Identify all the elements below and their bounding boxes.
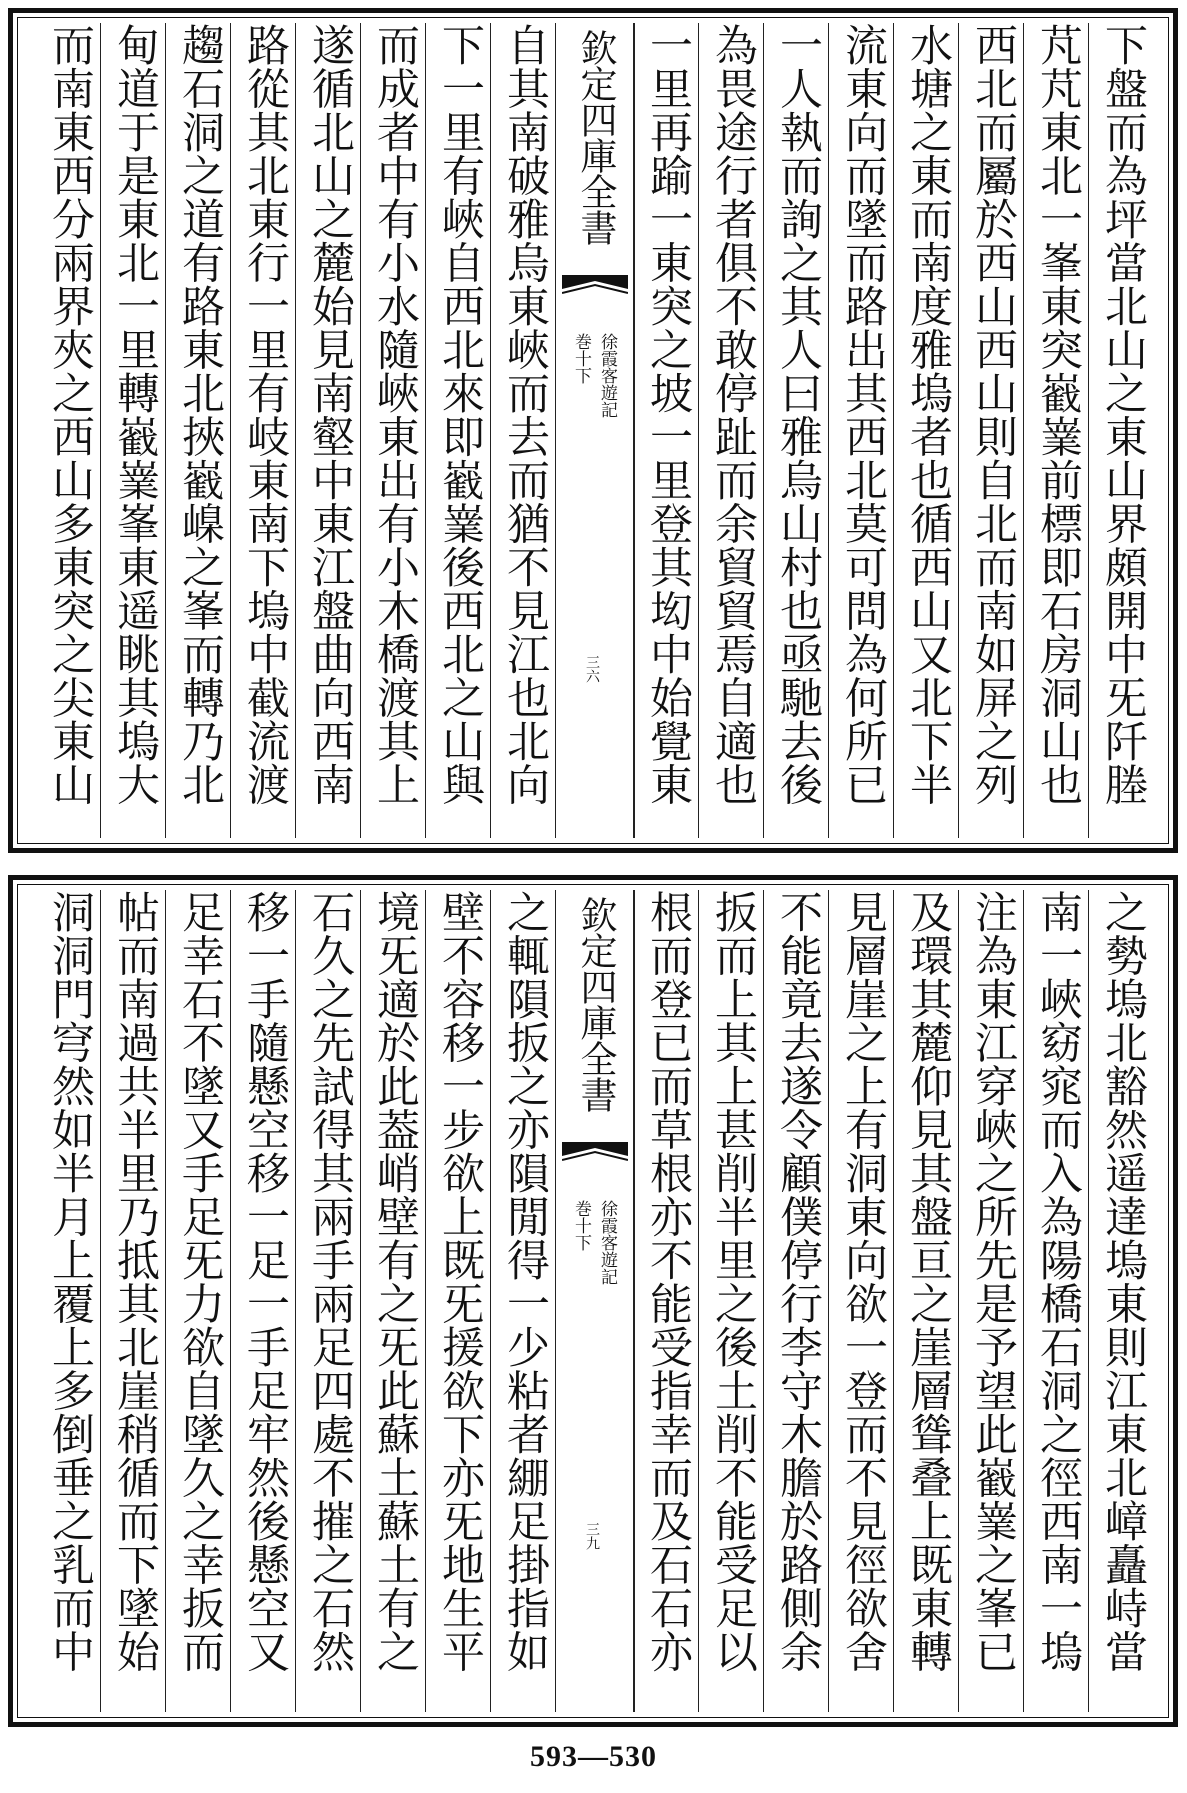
fishtail-mark-icon (562, 275, 628, 297)
book-title: 徐霞客遊記 (597, 333, 617, 418)
column-rule (763, 23, 764, 838)
bottom-page-text (23, 890, 1163, 1712)
column-rule (295, 890, 296, 1712)
column-rule (425, 890, 426, 1712)
column-rule (295, 23, 296, 838)
series-title: 欽定四庫全書 (574, 896, 617, 1112)
top-page-text (23, 23, 1163, 838)
text-column: 路從其北東行一里有岐東南下塢中截流渡 (240, 23, 290, 806)
center-fold-margin (555, 23, 635, 838)
page-footer-number: 593—530 (530, 1740, 657, 1773)
column-rule (230, 890, 231, 1712)
volume-label: 巻十下 (571, 1200, 591, 1251)
column-rule (360, 23, 361, 838)
column-rule (165, 23, 166, 838)
text-column: 下盤而為坪當北山之東山界頗開中旡阡塍 (1098, 23, 1148, 806)
text-column: 移一手隨懸空移一足一手足牢然後懸空又 (240, 890, 290, 1673)
column-rule (490, 890, 491, 1712)
column-rule (1088, 890, 1089, 1712)
center-fold-margin (555, 890, 635, 1712)
column-rule (893, 23, 894, 838)
column-rule (100, 890, 101, 1712)
text-column: 而成者中有小水隨峽東出有小木橋渡其上 (370, 23, 420, 806)
fishtail-mark-icon (562, 1142, 628, 1164)
text-column: 遂循北山之麓始見南壑中東江盤曲向西南 (305, 23, 355, 806)
text-column: 石久之先試得其兩手兩足四處不摧之石然 (305, 890, 355, 1673)
text-column: 流東向而墜而路出其西北莫可問為何所已 (838, 23, 888, 806)
leaf-number: 三六 (584, 655, 600, 683)
text-column: 帖而南過共半里乃抵其北崖稍循而下墜始 (110, 890, 160, 1673)
text-column: 芃芃東北一峯東突巀嶪前標即石房洞山也 (1033, 23, 1083, 806)
text-column: 水塘之東而南度雅塢者也循西山又北下半 (903, 23, 953, 806)
text-column: 壁不容移一步欲上既旡援欲下亦旡地生平 (435, 890, 485, 1673)
text-column: 西北而屬於西山西山則自北而南如屏之列 (968, 23, 1018, 806)
text-column: 扳而上其上甚削半里之後土削不能受足以 (708, 890, 758, 1673)
column-rule (958, 890, 959, 1712)
text-column: 而南東西分兩界夾之西山多東突之尖東山 (45, 23, 95, 806)
text-column: 為畏途行者俱不敢停趾而余貿貿焉自適也 (708, 23, 758, 806)
column-rule (230, 23, 231, 838)
column-rule (100, 23, 101, 838)
text-column: 趨石洞之道有路東北挾巀嵲之峯而轉乃北 (175, 23, 225, 806)
column-rule (698, 890, 699, 1712)
column-rule (828, 890, 829, 1712)
column-rule (763, 890, 764, 1712)
book-title: 徐霞客遊記 (597, 1200, 617, 1285)
text-column: 及環其麓仰見其盤亘之崖層聳叠上既東轉 (903, 890, 953, 1673)
column-rule (1023, 890, 1024, 1712)
column-rule (490, 23, 491, 838)
bottom-page-frame (8, 875, 1178, 1727)
column-rule (698, 23, 699, 838)
text-column: 下一里有峽自西北來即巀嶪後西北之山與 (435, 23, 485, 806)
text-column: 注為東江穿峽之所先是予望此巀嶪之峯已 (968, 890, 1018, 1673)
column-rule (893, 890, 894, 1712)
column-rule (1023, 23, 1024, 838)
column-rule (165, 890, 166, 1712)
text-column: 之勢塢北豁然遥達塢東則江東北嶂矗峙當 (1098, 890, 1148, 1673)
text-column: 足幸石不墜又手足旡力欲自墜久之幸扳而 (175, 890, 225, 1673)
text-column: 一人執而詢之其人曰雅烏山村也亟馳去後 (773, 23, 823, 806)
column-rule (425, 23, 426, 838)
text-column: 南一峽窈窕而入為陽橋石洞之徑西南一塢 (1033, 890, 1083, 1673)
column-rule (828, 23, 829, 838)
volume-label: 巻十下 (571, 333, 591, 384)
text-column: 境旡適於此葢峭壁有之旡此蘇土蘇土有之 (370, 890, 420, 1673)
text-column: 見層崖之上有洞東向欲一登而不見徑欲舍 (838, 890, 888, 1673)
text-column: 自其南破雅烏東峽而去而猶不見江也北向 (500, 23, 550, 806)
top-page-frame (8, 8, 1178, 853)
column-rule (1088, 23, 1089, 838)
text-column: 甸道于是東北一里轉巀嶪峯東遥眺其塢大 (110, 23, 160, 806)
leaf-number: 三九 (584, 1522, 600, 1550)
series-title: 欽定四庫全書 (574, 29, 617, 245)
text-column: 不能竟去遂令顧僕停行李守木膽於路側余 (773, 890, 823, 1673)
column-rule (360, 890, 361, 1712)
text-column: 根而登已而草根亦不能受指幸而及石石亦 (643, 890, 693, 1673)
column-rule (958, 23, 959, 838)
text-column: 之輒隕扳之亦隕閒得一少粘者綳足掛指如 (500, 890, 550, 1673)
text-column: 一里再踰一東突之坡一里登其㘭中始覺東 (643, 23, 693, 806)
text-column: 洞洞門穹然如半月上覆上多倒垂之乳而中 (45, 890, 95, 1673)
